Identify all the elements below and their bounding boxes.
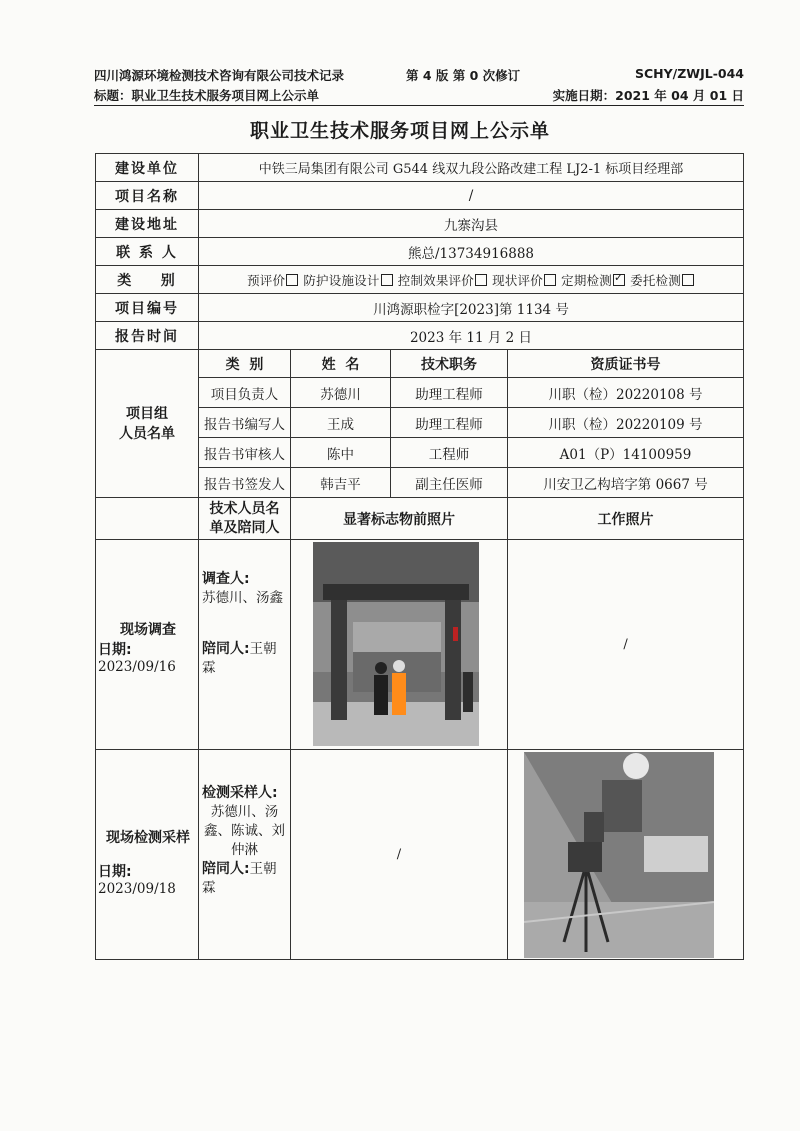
team-role: 报告书审核人 <box>199 438 291 468</box>
survey-work-photo: / <box>508 540 744 750</box>
category-item: 防护设施设计 <box>303 273 393 288</box>
team-group-label: 项目组 人员名单 <box>96 350 199 498</box>
team-name: 陈中 <box>291 438 391 468</box>
team-cert: 川职（检）20220108 号 <box>508 378 744 408</box>
header-divider <box>94 105 744 106</box>
category-item: 预评价 <box>247 273 299 288</box>
team-cert: 川职（检）20220109 号 <box>508 408 744 438</box>
sampling-people <box>199 750 291 960</box>
team-title: 助理工程师 <box>391 408 508 438</box>
company-record: 四川鸿源环境检测技术咨询有限公司技术记录 <box>94 68 345 83</box>
sampling-info <box>96 750 199 960</box>
project-name-label: 项目名称 <box>96 182 199 210</box>
sampling-landmark-photo: / <box>291 750 508 960</box>
team-title: 助理工程师 <box>391 378 508 408</box>
effective-date: 实施日期：2021 年 04 月 01 日 <box>552 88 744 103</box>
team-cert: 川安卫乙构培字第 0667 号 <box>508 468 744 498</box>
landmark-photo <box>313 542 479 746</box>
staff-header: 技术人员名单及陪同人 <box>199 498 291 540</box>
header-row-1 <box>94 66 744 82</box>
contact-label: 联 系 人 <box>96 238 199 266</box>
landmark-photo-cell <box>291 540 508 750</box>
team-role: 报告书编写人 <box>199 408 291 438</box>
address-value: 九寨沟县 <box>199 210 744 238</box>
report-time-label: 报告时间 <box>96 322 199 350</box>
team-name: 苏德川 <box>291 378 391 408</box>
survey-title: 现场调查 <box>120 621 176 638</box>
team-header-role: 类 别 <box>199 350 291 378</box>
team-name: 王成 <box>291 408 391 438</box>
landmark-header: 显著标志物前照片 <box>291 498 508 540</box>
checked-checkbox-icon <box>613 274 625 286</box>
photo-header-blank <box>96 498 199 540</box>
survey-people <box>199 540 291 750</box>
sampling-date: 2023/09/18 <box>98 880 176 897</box>
version-info: 第 4 版 第 0 次修订 <box>406 68 521 83</box>
survey-escort-label: 陪同人: <box>202 641 250 657</box>
team-title: 副主任医师 <box>391 468 508 498</box>
sampling-escort: 王朝霖 <box>202 861 277 896</box>
header-row-2 <box>94 86 744 102</box>
team-cert: A01（P）14100959 <box>508 438 744 468</box>
category-item: 控制效果评价 <box>398 273 488 288</box>
doc-subject: 标题：职业卫生技术服务项目网上公示单 <box>94 88 320 103</box>
address-label: 建设地址 <box>96 210 199 238</box>
samplers: 苏德川、汤鑫、陈诚、刘仲淋 <box>204 804 285 858</box>
team-role: 项目负责人 <box>199 378 291 408</box>
category-item: 委托检测 <box>630 273 695 288</box>
checkbox-icon <box>286 274 298 286</box>
category-item: 现状评价 <box>492 273 557 288</box>
unit-value: 中铁三局集团有限公司 G544 线双九段公路改建工程 LJ2-1 标项目经理部 <box>199 154 744 182</box>
work-photo-cell <box>508 750 744 960</box>
team-header-title: 技术职务 <box>391 350 508 378</box>
investigator-label: 调查人: <box>202 571 250 587</box>
doc-code: SCHY/ZWJL-044 <box>634 66 744 81</box>
category-options <box>199 266 744 294</box>
team-name: 韩吉平 <box>291 468 391 498</box>
team-header-cert: 资质证书号 <box>508 350 744 378</box>
category-item: 定期检测✓ <box>561 273 626 288</box>
survey-date-label: 日期: <box>98 641 132 658</box>
project-name-value: / <box>199 182 744 210</box>
publicity-form <box>95 153 744 960</box>
survey-escort: 王朝霖 <box>202 641 277 676</box>
survey-date: 2023/09/16 <box>98 658 176 675</box>
report-time-value: 2023 年 11 月 2 日 <box>199 322 744 350</box>
contact-value: 熊总/13734916888 <box>199 238 744 266</box>
survey-info <box>96 540 199 750</box>
checkbox-icon <box>475 274 487 286</box>
unit-label: 建设单位 <box>96 154 199 182</box>
project-no-value: 川鸿源职检字[2023]第 1134 号 <box>199 294 744 322</box>
team-title: 工程师 <box>391 438 508 468</box>
team-header-name: 姓 名 <box>291 350 391 378</box>
sampler-label: 检测采样人: <box>202 785 278 801</box>
work-photo <box>524 752 714 958</box>
checkbox-icon <box>682 274 694 286</box>
category-label: 类 别 <box>96 266 199 294</box>
work-photo-header: 工作照片 <box>508 498 744 540</box>
sampling-escort-label: 陪同人: <box>202 861 250 877</box>
checkbox-icon <box>381 274 393 286</box>
investigators: 苏德川、汤鑫 <box>202 590 283 606</box>
project-no-label: 项目编号 <box>96 294 199 322</box>
sampling-date-label: 日期: <box>98 863 132 880</box>
team-role: 报告书签发人 <box>199 468 291 498</box>
checkbox-icon <box>544 274 556 286</box>
page-title: 职业卫生技术服务项目网上公示单 <box>249 120 550 142</box>
sampling-title: 现场检测采样 <box>106 829 190 846</box>
